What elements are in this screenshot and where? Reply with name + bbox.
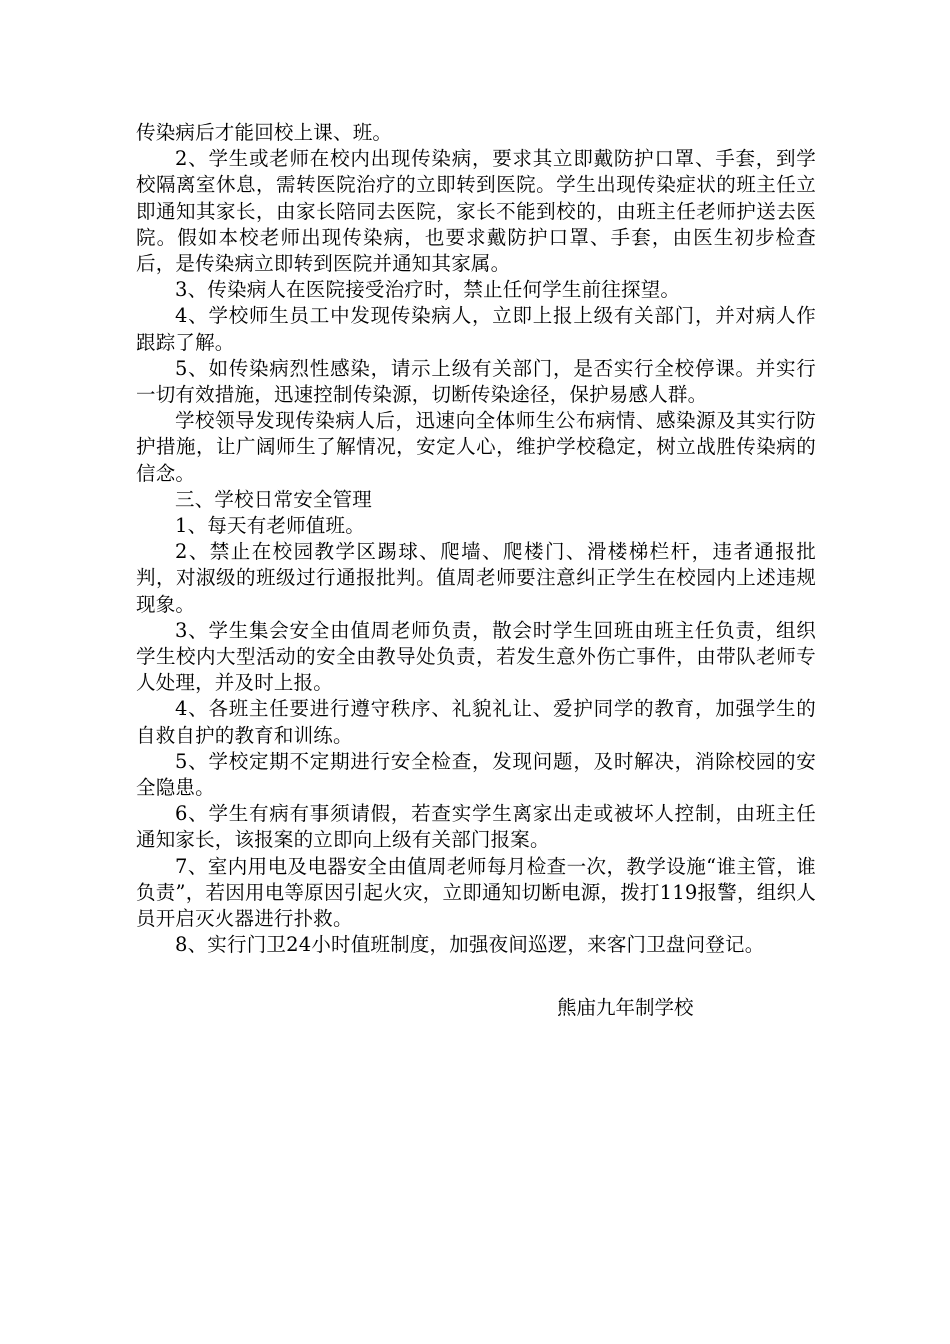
paragraph-continuation: 传染病后才能回校上课、班。 (136, 121, 393, 144)
paragraph-daily-7-electricity: 7、室内用电及电器安全由值周老师每月检查一次，教学设施“谁主管，谁负责”，若因用电等原因引起火灾，立即通知切断电源，拨打119报警，组织人员开启灭火器进行扑救。 (136, 854, 816, 931)
paragraph-daily-8-gatekeeper: 8、实行门卫24小时值班制度，加强夜间巡逻，来客门卫盘问登记。 (175, 933, 765, 957)
paragraph-leadership-announcement: 学校领导发现传染病人后，迅速向全体师生公布病情、感染源及其实行防护措施，让广阔师生了解情况，安定人心，维护学校稳定，树立战胜传染病的信念。 (136, 409, 816, 485)
paragraph-daily-6-leave: 6、学生有病有事须请假，若查实学生离家出走或被坏人控制，由班主任通知家长，该报案的立即向上级有关部门报案。 (136, 802, 816, 852)
signature-school-name: 熊庙九年制学校 (557, 996, 694, 1019)
paragraph-daily-2-prohibitions: 2、禁止在校园教学区踢球、爬墙、爬楼门、滑楼梯栏杆，违者通报批判，对淑级的班级过行通报批判。值周老师要注意纠正学生在校园内上述违规现象。 (136, 540, 816, 616)
section-heading-daily-safety: 三、学校日常安全管理 (175, 487, 373, 511)
paragraph-item-5-suspension: 5、如传染病烈性感染，请示上级有关部门，是否实行全校停课。并实行一切有效措施，迅速控制传染源，切断传染途径，保护易感人群。 (136, 356, 816, 407)
document-body (136, 120, 816, 959)
paragraph-daily-5-inspection: 5、学校定期不定期进行安全检查，发现问题，及时解决，消除校园的安全隐患。 (136, 749, 816, 800)
paragraph-item-4-report: 4、学校师生员工中发现传染病人，立即上报上级有关部门，并对病人作跟踪了解。 (136, 304, 816, 354)
paragraph-daily-1-duty: 1、每天有老师值班。 (175, 514, 365, 538)
paragraph-daily-4-education: 4、各班主任要进行遵守秩序、礼貌礼让、爱护同学的教育，加强学生的自救自护的教育和训练。 (136, 697, 816, 747)
paragraph-daily-3-assembly: 3、学生集会安全由值周老师负责，散会时学生回班由班主任负责，组织学生校内大型活动的安全由教导处负责，若发生意外伤亡事件，由带队老师专人处理，并及时上报。 (136, 618, 816, 695)
paragraph-item-2-isolation: 2、学生或老师在校内出现传染病，要求其立即戴防护口罩、手套，到学校隔离室休息，需转医院治疗的立即转到医院。学生出现传染症状的班主任立即通知其家长，由家长陪同去医院，家长不能到校的，由班主任老师护送去医院。假如本校老师出现传染病，也要求戴防护口罩、手套，由医生初步检查后，是传染病立即转到医院并通知其家属。 (136, 147, 816, 276)
paragraph-item-3-no-visits: 3、传染病人在医院接受治疗时，禁止任何学生前往探望。 (175, 278, 681, 302)
